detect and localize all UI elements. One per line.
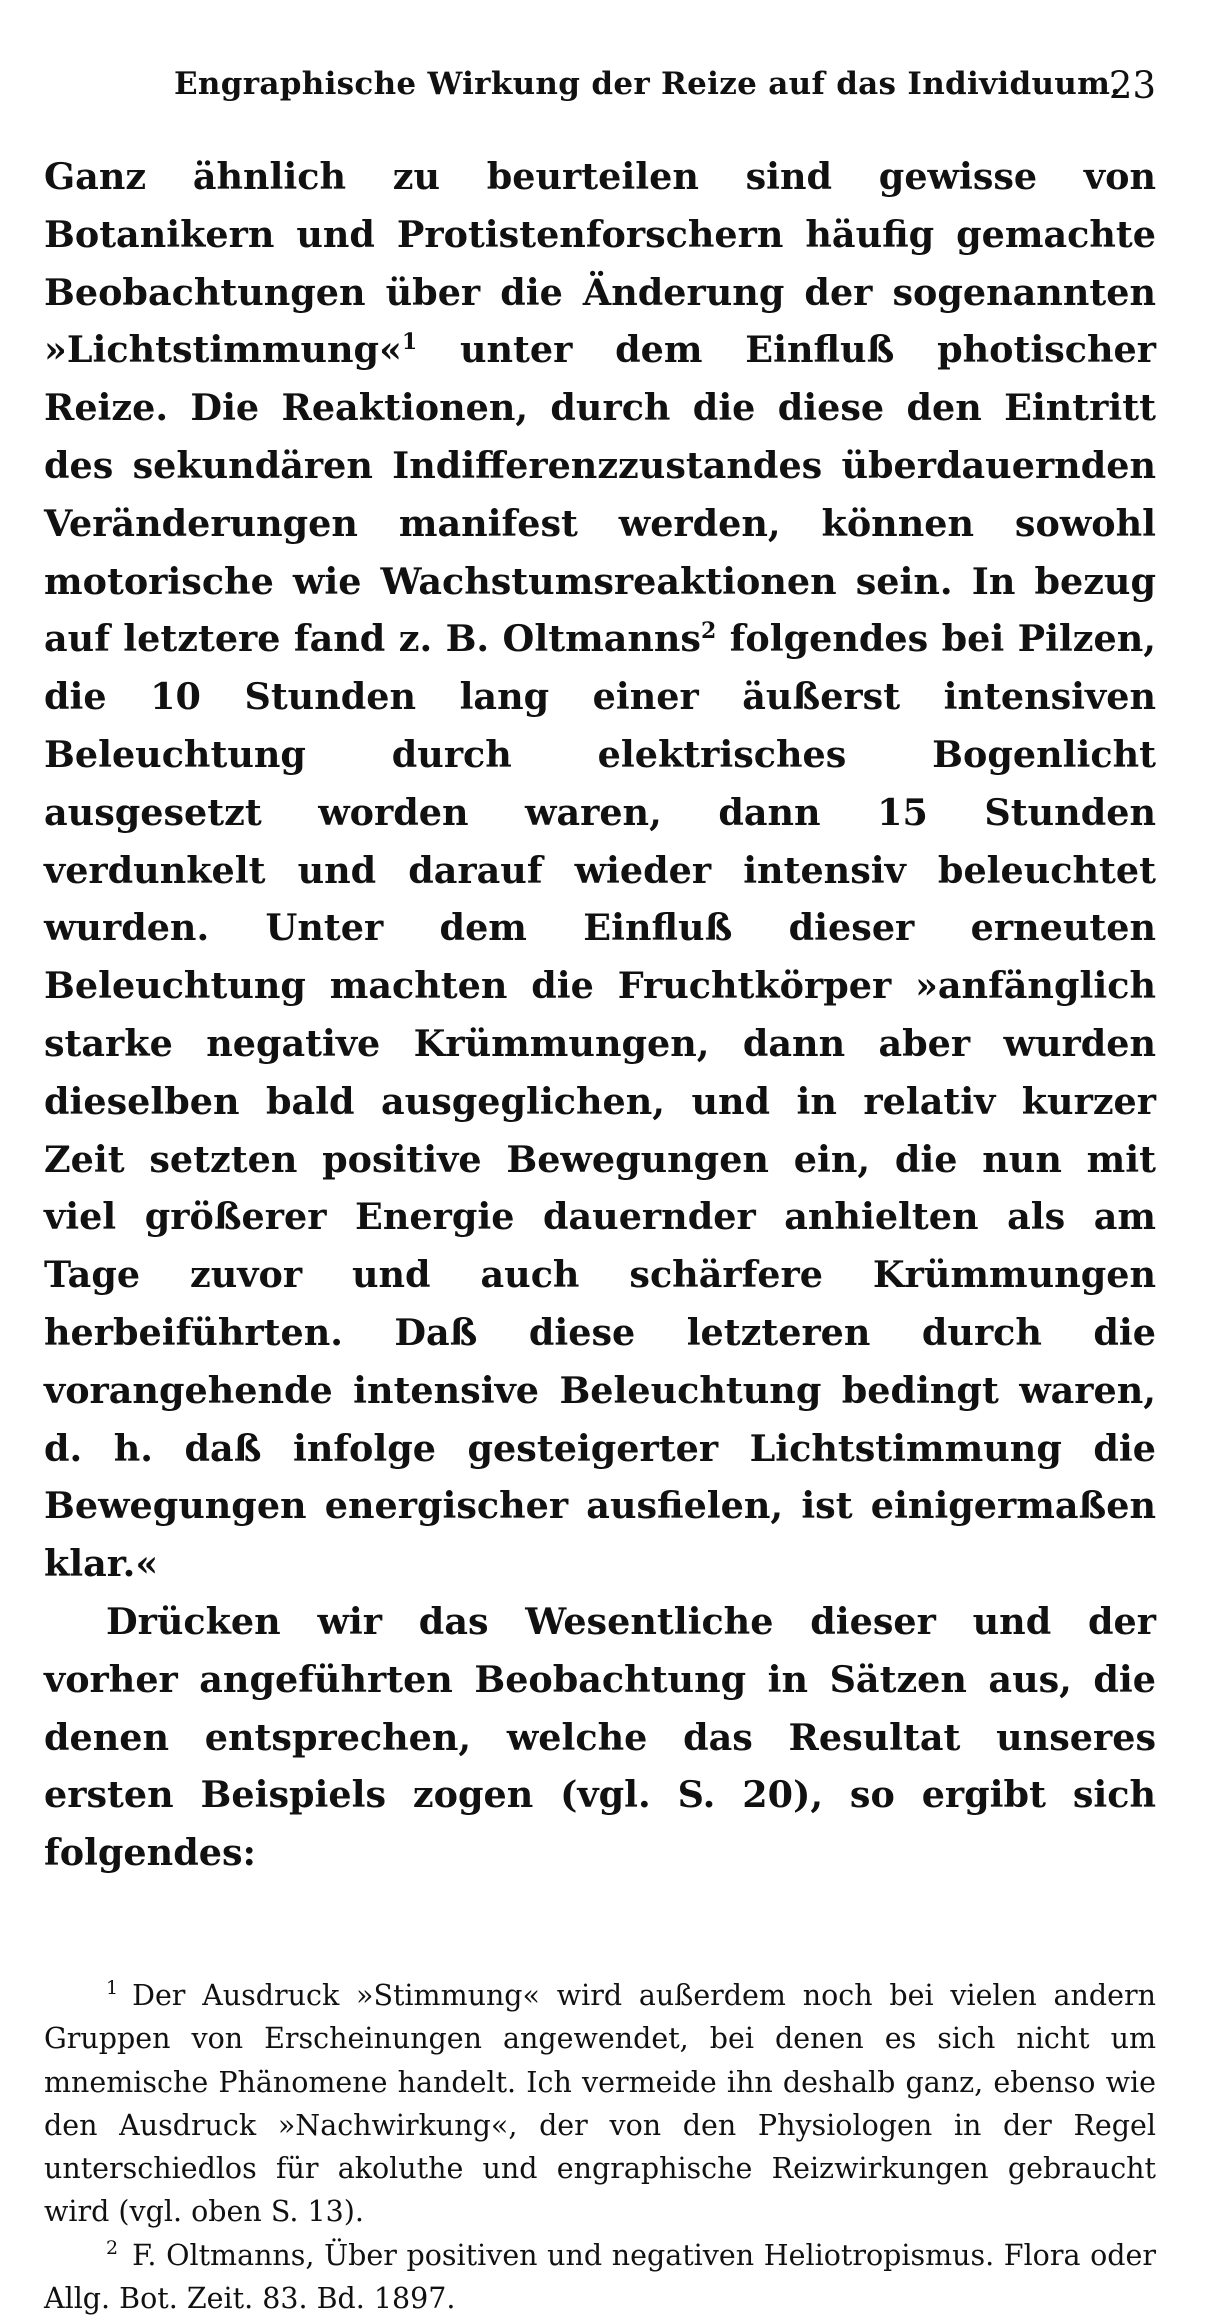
running-title: Engraphische Wirkung der Reize auf das Individuum. xyxy=(174,66,1122,102)
footnote-ref-2: 2 xyxy=(700,618,717,645)
body-text xyxy=(44,148,1156,1882)
footnote-2-mark: 2 xyxy=(106,2237,119,2260)
book-page xyxy=(44,60,1156,2320)
footnotes xyxy=(44,1974,1156,2320)
footnote-1-mark: 1 xyxy=(106,1977,119,2000)
paragraph-1-part-3: folgendes bei Pilzen, die 10 Stunden lang einer äußerst intensiven Beleuchtung durch elektrisches Bogenlicht ausgesetzt worden waren, dann 15 Stunden verdunkelt und darauf wieder intensiv beleuchtet wurden. Unter dem Einfluß dieser erneuten Beleuchtung machten die Fruchtkörper »anfänglich starke negative Krümmungen, dann aber wurden dieselben bald ausgeglichen, und in relativ kurzer Zeit setzten positive Bewegungen ein, die nun mit viel größerer Energie dauernder anhielten als am Tage zuvor und auch schärfere Krümmungen herbeiführten. Daß diese letzteren durch die vorangehende intensive Beleuchtung bedingt waren, d. h. daß infolge gesteigerter Lichtstimmung die Bewegungen energischer ausfielen, ist einigermaßen klar.« xyxy=(44,617,1156,1586)
footnote-2 xyxy=(44,2234,1156,2320)
footnote-2-text: F. Oltmanns, Über positiven und negativen Heliotropismus. Flora oder Allg. Bot. Zeit. 83. Bd. 1897. xyxy=(44,2238,1156,2315)
page-number: 23 xyxy=(1108,64,1156,107)
footnote-ref-1: 1 xyxy=(401,329,418,356)
footnote-1 xyxy=(44,1974,1156,2234)
paragraph-1-part-2: unter dem Einfluß photischer Reize. Die Reaktionen, durch die diese den Eintritt des sekundären Indifferenzzustandes überdauernden Veränderungen manifest werden, können sowohl motorische wie Wachstumsreaktionen sein. In bezug auf letztere fand z. B. Oltmanns xyxy=(44,328,1156,661)
footnote-1-text: Der Ausdruck »Stimmung« wird außerdem noch bei vielen andern Gruppen von Erscheinungen angewendet, bei denen es sich nicht um mnemische Phänomene handelt. Ich vermeide ihn deshalb ganz, ebenso wie den Ausdruck »Nachwirkung«, der von den Physiologen in der Regel unterschiedlos für akoluthe und engraphische Reizwirkungen gebraucht wird (vgl. oben S. 13). xyxy=(44,1978,1156,2229)
paragraph-1 xyxy=(44,148,1156,1593)
paragraph-1-part-1: Ganz ähnlich zu beurteilen sind gewisse von Botanikern und Protistenforschern häufig gemachte Beobachtungen über die Änderung der sogenannten »Lichtstimmung« xyxy=(44,155,1156,372)
paragraph-2: Drücken wir das Wesentliche dieser und der vorher angeführten Beobachtung in Sätzen aus, die denen entsprechen, welche das Resultat unseres ersten Beispiels zogen (vgl. S. 20), so ergibt sich folgendes: xyxy=(44,1599,1156,1875)
running-head xyxy=(44,60,1156,120)
